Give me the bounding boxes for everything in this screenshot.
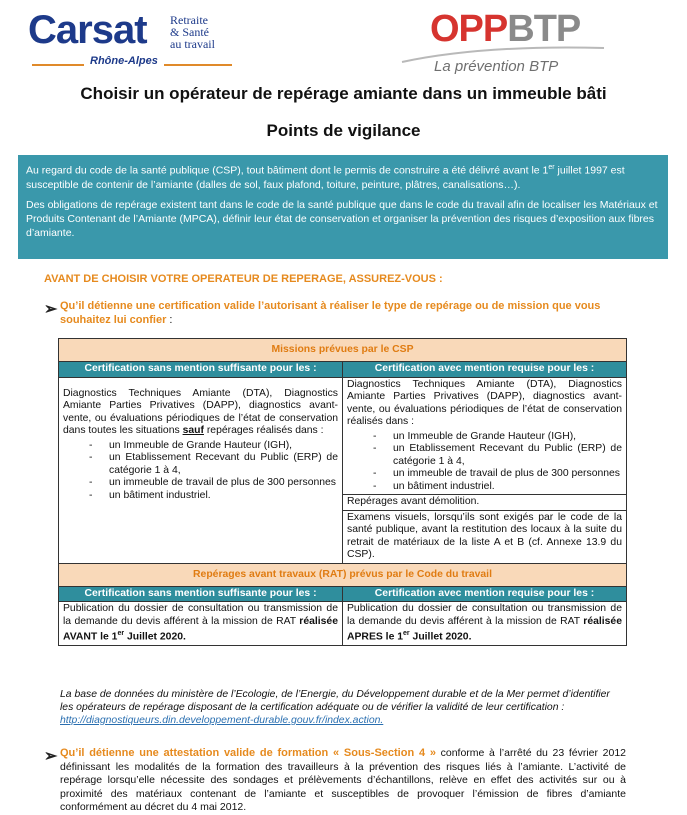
intro-p1-sup: er bbox=[548, 164, 555, 171]
table-cell-demolition: Repérages avant démolition. bbox=[343, 495, 627, 511]
oppbtp-part1: OPP bbox=[430, 8, 508, 50]
bullet-certification bbox=[44, 299, 629, 327]
list-item: - un Immeuble de Grande Hauteur (IGH), bbox=[347, 431, 622, 444]
section-heading: AVANT DE CHOISIR VOTRE OPERATEUR DE REPERAGE, ASSUREZ-VOUS : bbox=[44, 273, 443, 285]
list-item: - un immeuble de travail de plus de 300 personnes bbox=[63, 477, 338, 490]
rat-right-bold2: Juillet 2020. bbox=[409, 631, 472, 643]
certification-table bbox=[58, 338, 627, 646]
rat-left-bold2: Juillet 2020. bbox=[124, 631, 186, 643]
intro-box bbox=[18, 155, 668, 259]
oppbtp-logo bbox=[398, 8, 598, 78]
bullet-certification-text bbox=[44, 299, 629, 327]
table-header-left-rat: Certification sans mention suffisante pour les : bbox=[59, 586, 343, 602]
table-cell-rat-left bbox=[59, 602, 343, 646]
database-note-text: La base de données du ministère de l’Ecologie, de l’Energie, du Développement durable et de la Mer permet d’identifier les opérateurs de repérage disposant de la certification adéquate ou de vérifier la validité de leur certification : bbox=[60, 689, 610, 713]
list-item: - un Etablissement Recevant du Public (ERP) de catégorie 1 à 4, bbox=[63, 452, 338, 477]
csp-right-intro: Diagnostics Techniques Amiante (DTA), Diagnostics Amiante Parties Privatives (DAPP), diagnostics avant-vente, ou évaluations périodiques de l’état de conservation réalisés dans : bbox=[347, 378, 622, 427]
list-item: - un bâtiment industriel. bbox=[347, 481, 622, 494]
carsat-logo-name: Carsat bbox=[28, 8, 147, 52]
csp-left-intro-sauf: sauf bbox=[182, 425, 204, 436]
intro-p1-start: Au regard du code de la santé publique (CSP), tout bâtiment dont le permis de construire a été délivré avant le 1 bbox=[26, 164, 549, 177]
table-header-left: Certification sans mention suffisante pour les : bbox=[59, 362, 343, 378]
page-subtitle: Points de vigilance bbox=[266, 121, 421, 140]
table-cell-rat-right bbox=[343, 602, 627, 646]
carsat-tagline-line3: au travail bbox=[170, 37, 215, 51]
list-item: - un bâtiment industriel. bbox=[63, 490, 338, 503]
carsat-logo bbox=[28, 8, 238, 72]
csp-right-list bbox=[347, 431, 622, 494]
database-note bbox=[60, 688, 626, 727]
table-band-csp: Missions prévues par le CSP bbox=[59, 339, 627, 362]
rat-left-bold: réalisée AVANT le 1 bbox=[63, 615, 338, 643]
csp-left-intro bbox=[63, 388, 338, 438]
page-title: Choisir un opérateur de repérage amiante dans un immeuble bâti bbox=[80, 84, 607, 103]
table-cell-csp-left bbox=[59, 377, 343, 563]
bullet1-tail: : bbox=[166, 314, 173, 326]
intro-p1-end: juillet 1997 est susceptible de contenir de l’amiante (dalles de sol, faux plafond, toiture, peinture, plâtres, canalisations…). bbox=[26, 164, 625, 191]
table-header-right-rat: Certification avec mention requise pour les : bbox=[343, 586, 627, 602]
table-header-right: Certification avec mention requise pour les : bbox=[343, 362, 627, 378]
table-cell-visual-exams: Examens visuels, lorsqu’ils sont exigés par le code de la santé publique, avant la restitution des locaux à la suite du retrait de matériaux de la liste A et B (cf. Annexe 13.9 du CSP). bbox=[343, 510, 627, 563]
oppbtp-part2: BTP bbox=[507, 8, 581, 50]
bullet2-bold: Qu’il détienne une attestation valide de formation « Sous-Section 4 » bbox=[60, 747, 436, 759]
oppbtp-tagline: La prévention BTP bbox=[434, 58, 559, 75]
rat-left-text: Publication du dossier de consultation ou transmission de la demande du devis afférent à la mission de RAT bbox=[63, 603, 338, 627]
carsat-rule-right bbox=[164, 64, 232, 66]
carsat-logo-tagline bbox=[170, 14, 215, 50]
rat-right-sup: er bbox=[403, 630, 410, 637]
bullet1-text: Qu’il détienne une certification valide l’autorisant à réaliser le type de repérage ou de mission que vous souhaitez lui confier bbox=[60, 300, 601, 326]
intro-paragraph-2: Des obligations de repérage existent tant dans le code de la santé publique que dans le code du travail afin de localiser les Matériaux et Produits Contenant de l’Amiante (MPCA), définir leur état de conservation et organiser la prévention des risques d’exposition aux fibres d’amiante. bbox=[26, 198, 658, 239]
csp-left-list bbox=[63, 440, 338, 503]
carsat-tagline-line1: Retraite bbox=[170, 13, 208, 27]
list-item: - un immeuble de travail de plus de 300 personnes bbox=[347, 468, 622, 481]
bullet-arrow-icon: ➢ bbox=[44, 301, 58, 318]
carsat-tagline-line2: & Santé bbox=[170, 25, 209, 39]
rat-right-bold: réalisée APRES le 1 bbox=[347, 615, 622, 643]
bullet-arrow-icon: ➢ bbox=[44, 748, 58, 765]
table-band-rat: Repérages avant travaux (RAT) prévus par le Code du travail bbox=[59, 563, 627, 586]
bullet2-rest: conforme à l’arrêté du 23 février 2012 définissant les modalités de la formation des travailleurs à la prévention des risques liés à l’amiante. L’activité de repérage lorsqu’elle nécessite des sondages et prélèvements d’échantillons, relève en effet des activités sur ou à proximité des matériaux contenant de l’amiante et susceptibles de provoquer l’émission de fibres d’amiante conformément au décret du 4 mai 2012. bbox=[60, 747, 627, 813]
rat-right-text: Publication du dossier de consultation ou transmission de la demande du devis afférent à la mission de RAT bbox=[347, 603, 622, 627]
intro-paragraph-1 bbox=[26, 161, 660, 192]
carsat-region: Rhône-Alpes bbox=[90, 55, 158, 67]
csp-left-intro-b: repérages réalisés dans : bbox=[203, 425, 324, 436]
csp-left-intro-a: Diagnostics Techniques Amiante (DTA), Diagnostics Amiante Parties Privatives (DAPP), diagnostics avant-vente, ou évaluations périodiques de l’état de conservation dans toutes les situations bbox=[63, 387, 338, 436]
oppbtp-logo-name bbox=[430, 8, 580, 51]
bullet-training-text bbox=[60, 746, 626, 815]
list-item: - un Etablissement Recevant du Public (ERP) de catégorie 1 à 4, bbox=[347, 443, 622, 468]
carsat-rule-left bbox=[32, 64, 84, 66]
list-item: - un Immeuble de Grande Hauteur (IGH), bbox=[63, 440, 338, 453]
diagnostiqueurs-link[interactable]: http://diagnostiqueurs.din.developpement-durable.gouv.fr/index.action. bbox=[60, 715, 384, 726]
rat-left-sup: er bbox=[117, 630, 125, 637]
table-cell-csp-right bbox=[343, 377, 627, 495]
